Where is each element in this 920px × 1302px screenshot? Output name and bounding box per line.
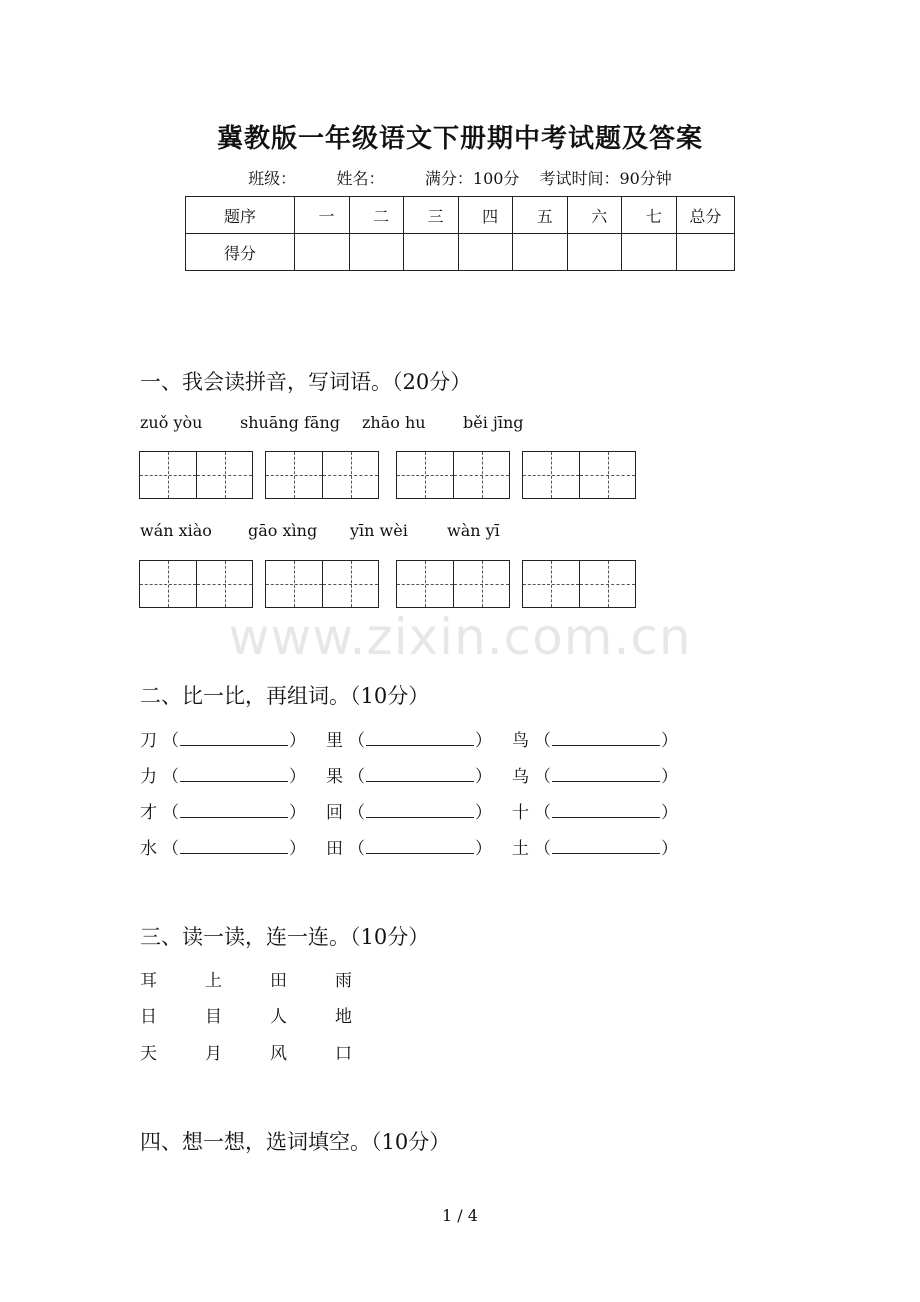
open-paren: （ [348, 767, 365, 787]
word-group-item [512, 798, 678, 823]
grid-cell [579, 561, 635, 607]
score-cell[interactable] [676, 234, 734, 271]
char-item[interactable]: 耳 [140, 971, 157, 991]
writing-grid[interactable] [396, 560, 510, 608]
word-char: 刀 [140, 731, 157, 751]
word-group-item [140, 762, 306, 787]
score-header-5: 五 [513, 197, 568, 234]
word-group-item [140, 798, 306, 823]
open-paren: （ [162, 731, 179, 751]
name-label: 姓名： [336, 169, 385, 188]
close-paren: ） [475, 767, 492, 787]
char-item[interactable]: 口 [335, 1044, 352, 1064]
writing-grid[interactable] [522, 560, 636, 608]
char-item[interactable]: 月 [205, 1044, 222, 1064]
writing-grid[interactable] [139, 560, 253, 608]
open-paren: （ [534, 731, 551, 751]
score-cell[interactable] [622, 234, 677, 271]
answer-blank[interactable] [552, 803, 660, 818]
answer-blank[interactable] [366, 839, 474, 854]
grid-cell [196, 561, 252, 607]
grid-cell [397, 561, 453, 607]
answer-blank[interactable] [366, 803, 474, 818]
word-group-item [512, 726, 678, 751]
grid-cell [196, 452, 252, 498]
score-cell[interactable] [404, 234, 459, 271]
writing-grid[interactable] [139, 451, 253, 499]
word-char: 水 [140, 839, 157, 859]
char-item[interactable]: 目 [205, 1007, 222, 1027]
word-group-item [326, 798, 492, 823]
section-3-title: 三、读一读，连一连。（10分） [140, 925, 430, 949]
answer-blank[interactable] [366, 767, 474, 782]
score-cell[interactable] [349, 234, 404, 271]
open-paren: （ [162, 839, 179, 859]
section-2-title: 二、比一比，再组词。（10分） [140, 684, 430, 708]
writing-grid[interactable] [265, 560, 379, 608]
open-paren: （ [162, 803, 179, 823]
open-paren: （ [534, 803, 551, 823]
score-header-1: 一 [295, 197, 350, 234]
close-paren: ） [475, 731, 492, 751]
score-row-label: 得分 [186, 234, 295, 271]
answer-blank[interactable] [180, 803, 288, 818]
score-header-4: 四 [458, 197, 513, 234]
score-header-3: 三 [404, 197, 459, 234]
page-number: 1 / 4 [442, 1206, 478, 1225]
score-cell[interactable] [458, 234, 513, 271]
exam-info [0, 166, 920, 189]
score-header-2: 二 [349, 197, 404, 234]
word-char: 果 [326, 767, 343, 787]
word-char: 田 [326, 839, 343, 859]
close-paren: ） [289, 839, 306, 859]
grid-cell [523, 561, 579, 607]
grid-cell [140, 452, 196, 498]
close-paren: ） [289, 767, 306, 787]
word-char: 土 [512, 839, 529, 859]
open-paren: （ [162, 767, 179, 787]
grid-cell [453, 561, 509, 607]
section-1-title: 一、我会读拼音，写词语。（20分） [140, 370, 472, 394]
word-char: 力 [140, 767, 157, 787]
class-label: 班级： [248, 169, 297, 188]
char-row [140, 1002, 400, 1027]
pinyin-6: gāo xìng [248, 521, 318, 540]
close-paren: ） [661, 767, 678, 787]
pinyin-4: běi jīng [463, 413, 524, 432]
close-paren: ） [475, 839, 492, 859]
close-paren: ） [475, 803, 492, 823]
pinyin-3: zhāo hu [362, 413, 426, 432]
watermark: www.zixin.com.cn [228, 608, 692, 666]
answer-blank[interactable] [180, 767, 288, 782]
char-item[interactable]: 风 [270, 1044, 287, 1064]
answer-blank[interactable] [552, 767, 660, 782]
score-header-7: 七 [622, 197, 677, 234]
char-row [140, 1039, 400, 1064]
answer-blank[interactable] [366, 731, 474, 746]
answer-blank[interactable] [552, 839, 660, 854]
pinyin-7: yīn wèi [350, 521, 408, 540]
word-group-item [326, 834, 492, 859]
char-item[interactable]: 田 [270, 971, 287, 991]
writing-grid[interactable] [265, 451, 379, 499]
score-header-total: 总分 [676, 197, 734, 234]
pinyin-8: wàn yī [447, 521, 500, 540]
char-item[interactable]: 天 [140, 1044, 157, 1064]
grid-cell [322, 561, 378, 607]
word-group-item [326, 762, 492, 787]
grid-cell [266, 561, 322, 607]
word-char: 回 [326, 803, 343, 823]
open-paren: （ [348, 803, 365, 823]
answer-blank[interactable] [180, 839, 288, 854]
word-group-item [512, 834, 678, 859]
char-row [140, 966, 400, 991]
char-item[interactable]: 上 [205, 971, 222, 991]
word-char: 乌 [512, 767, 529, 787]
score-table-score-row [186, 234, 735, 271]
open-paren: （ [534, 767, 551, 787]
pinyin-2: shuāng fāng [240, 413, 340, 432]
score-header-6: 六 [567, 197, 622, 234]
pinyin-5: wán xiào [140, 521, 212, 540]
grid-cell [579, 452, 635, 498]
char-item[interactable]: 雨 [335, 971, 352, 991]
grid-cell [266, 452, 322, 498]
grid-cell [453, 452, 509, 498]
word-group-item [140, 834, 306, 859]
score-cell[interactable] [567, 234, 622, 271]
open-paren: （ [348, 839, 365, 859]
open-paren: （ [348, 731, 365, 751]
char-item[interactable]: 日 [140, 1007, 157, 1027]
grid-cell [523, 452, 579, 498]
answer-blank[interactable] [552, 731, 660, 746]
word-group-item [140, 726, 306, 751]
char-item[interactable]: 人 [270, 1007, 287, 1027]
word-char: 鸟 [512, 731, 529, 751]
score-table-header-row [186, 197, 735, 234]
score-cell[interactable] [295, 234, 350, 271]
open-paren: （ [534, 839, 551, 859]
writing-grid[interactable] [396, 451, 510, 499]
exam-time: 考试时间：90分钟 [539, 169, 672, 188]
grid-cell [322, 452, 378, 498]
grid-cell [397, 452, 453, 498]
score-cell[interactable] [513, 234, 568, 271]
close-paren: ） [289, 731, 306, 751]
close-paren: ） [661, 839, 678, 859]
word-char: 十 [512, 803, 529, 823]
close-paren: ） [661, 731, 678, 751]
writing-grid[interactable] [522, 451, 636, 499]
section-4-title: 四、想一想，选词填空。（10分） [140, 1130, 451, 1154]
word-char: 才 [140, 803, 157, 823]
page-title: 冀教版一年级语文下册期中考试题及答案 [216, 124, 703, 154]
close-paren: ） [289, 803, 306, 823]
score-header-label: 题序 [186, 197, 295, 234]
word-group-item [512, 762, 678, 787]
answer-blank[interactable] [180, 731, 288, 746]
word-char: 里 [326, 731, 343, 751]
pinyin-1: zuǒ yòu [140, 413, 203, 432]
char-item[interactable]: 地 [335, 1007, 352, 1027]
close-paren: ） [661, 803, 678, 823]
grid-cell [140, 561, 196, 607]
score-table [185, 196, 735, 271]
word-group-item [326, 726, 492, 751]
full-score: 满分：100分 [424, 169, 520, 188]
